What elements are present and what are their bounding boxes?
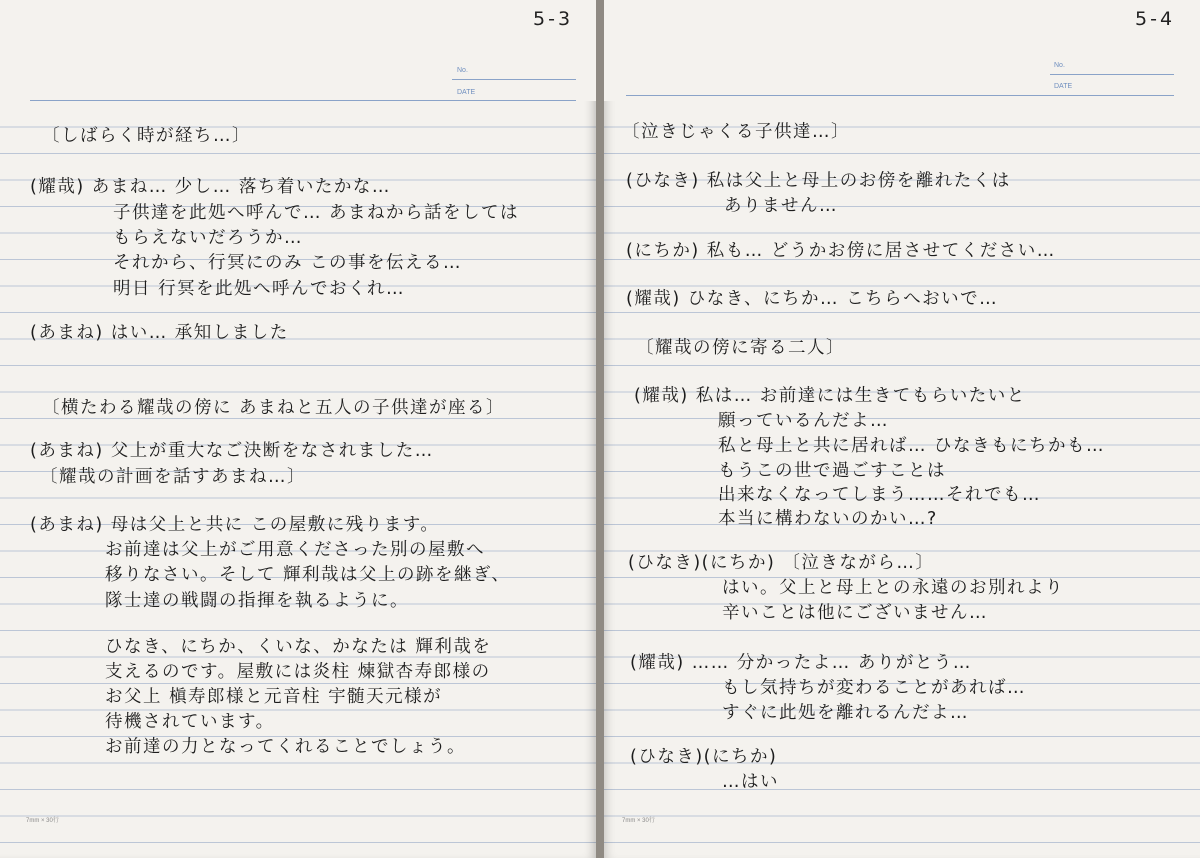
dialogue-line: 子供達を此処へ呼んで… あまねから話をしては (113, 203, 520, 223)
dialogue-line: (耀哉) あまね… 少し… 落ち着いたかな… (30, 177, 391, 197)
dialogue-line: 移りなさい。そして 輝利哉は父上の跡を継ぎ、 (105, 565, 511, 585)
no-label: No. (1054, 62, 1065, 69)
dialogue-line: もし気持ちが変わることがあれば… (722, 678, 1026, 698)
dialogue-line: 隊士達の戦闘の指揮を執るように。 (105, 591, 409, 611)
dialogue-line: 私と母上と共に居れば… ひなきもにちかも… (718, 436, 1106, 456)
stage-direction: 〔泣きじゃくる子供達…〕 (622, 122, 850, 142)
dialogue-line: 出来なくなってしまう……それでも… (718, 485, 1041, 505)
no-rule (452, 79, 576, 80)
dialogue-line: 支えるのです。屋敷には炎柱 煉獄杏寿郎様の (105, 662, 491, 682)
dialogue-line: (にちか) 私も… どうかお傍に居させてください… (626, 241, 1056, 261)
date-label: DATE (1054, 83, 1073, 90)
page-number: 5-3 (533, 8, 574, 30)
header-rule (30, 100, 576, 101)
header-rule (626, 95, 1174, 96)
dialogue-line: (ひなき)(にちか) 〔泣きながら…〕 (628, 553, 935, 573)
page-footer: 7mm × 30行 (26, 818, 59, 824)
stage-direction: 〔横たわる耀哉の傍に あまねと五人の子供達が座る〕 (42, 398, 506, 418)
dialogue-line: ありません… (724, 196, 838, 216)
dialogue-line: (あまね) 母は父上と共に この屋敷に残ります。 (30, 515, 440, 535)
no-label: No. (457, 67, 468, 74)
dialogue-line: もうこの世で過ごすことは (718, 461, 946, 481)
stage-direction: 〔耀哉の傍に寄る二人〕 (636, 338, 845, 358)
page-number: 5-4 (1135, 8, 1176, 30)
binding-gutter (596, 0, 604, 858)
no-rule (1050, 74, 1174, 75)
dialogue-line: お父上 槇寿郎様と元音柱 宇髄天元様が (105, 687, 443, 707)
dialogue-line: (あまね) はい… 承知しました (30, 323, 289, 343)
dialogue-line: もらえないだろうか… (113, 228, 303, 248)
dialogue-line: 明日 行冥を此処へ呼んでおくれ… (113, 279, 406, 299)
dialogue-line: ひなき、にちか、くいな、かなたは 輝利哉を (105, 637, 492, 657)
dialogue-line: すぐに此処を離れるんだよ… (722, 703, 969, 723)
page-header-area (0, 0, 596, 101)
page-header-area (604, 0, 1200, 101)
dialogue-line: はい。父上と母上との永遠のお別れより (722, 578, 1064, 598)
date-label: DATE (457, 89, 476, 96)
notebook-page-left (0, 0, 596, 858)
stage-direction: 〔耀哉の計画を話すあまね…〕 (40, 467, 306, 487)
dialogue-line: (耀哉) …… 分かったよ… ありがとう… (630, 653, 972, 673)
dialogue-line: 願っているんだよ… (718, 411, 889, 431)
dialogue-line: …はい (722, 772, 779, 792)
dialogue-line: (ひなき)(にちか) (630, 747, 778, 767)
dialogue-line: 辛いことは他にございません… (722, 603, 988, 623)
dialogue-line: お前達の力となってくれることでしょう。 (105, 737, 466, 757)
dialogue-line: (耀哉) 私は… お前達には生きてもらいたいと (634, 386, 1026, 406)
dialogue-line: 待機されています。 (105, 712, 275, 732)
dialogue-line: (ひなき) 私は父上と母上のお傍を離れたくは (626, 171, 1011, 191)
page-footer: 7mm × 30行 (622, 818, 655, 824)
notebook-page-right (604, 0, 1200, 858)
dialogue-line: (あまね) 父上が重大なご決断をなされました… (30, 441, 434, 461)
stage-direction: 〔しばらく時が経ち…〕 (42, 126, 251, 146)
dialogue-line: それから、行冥にのみ この事を伝える… (113, 253, 463, 273)
dialogue-line: お前達は父上がご用意くださった別の屋敷へ (105, 540, 485, 560)
dialogue-line: (耀哉) ひなき、にちか… こちらへおいで… (626, 289, 999, 309)
dialogue-line: 本当に構わないのかい…? (718, 509, 938, 529)
